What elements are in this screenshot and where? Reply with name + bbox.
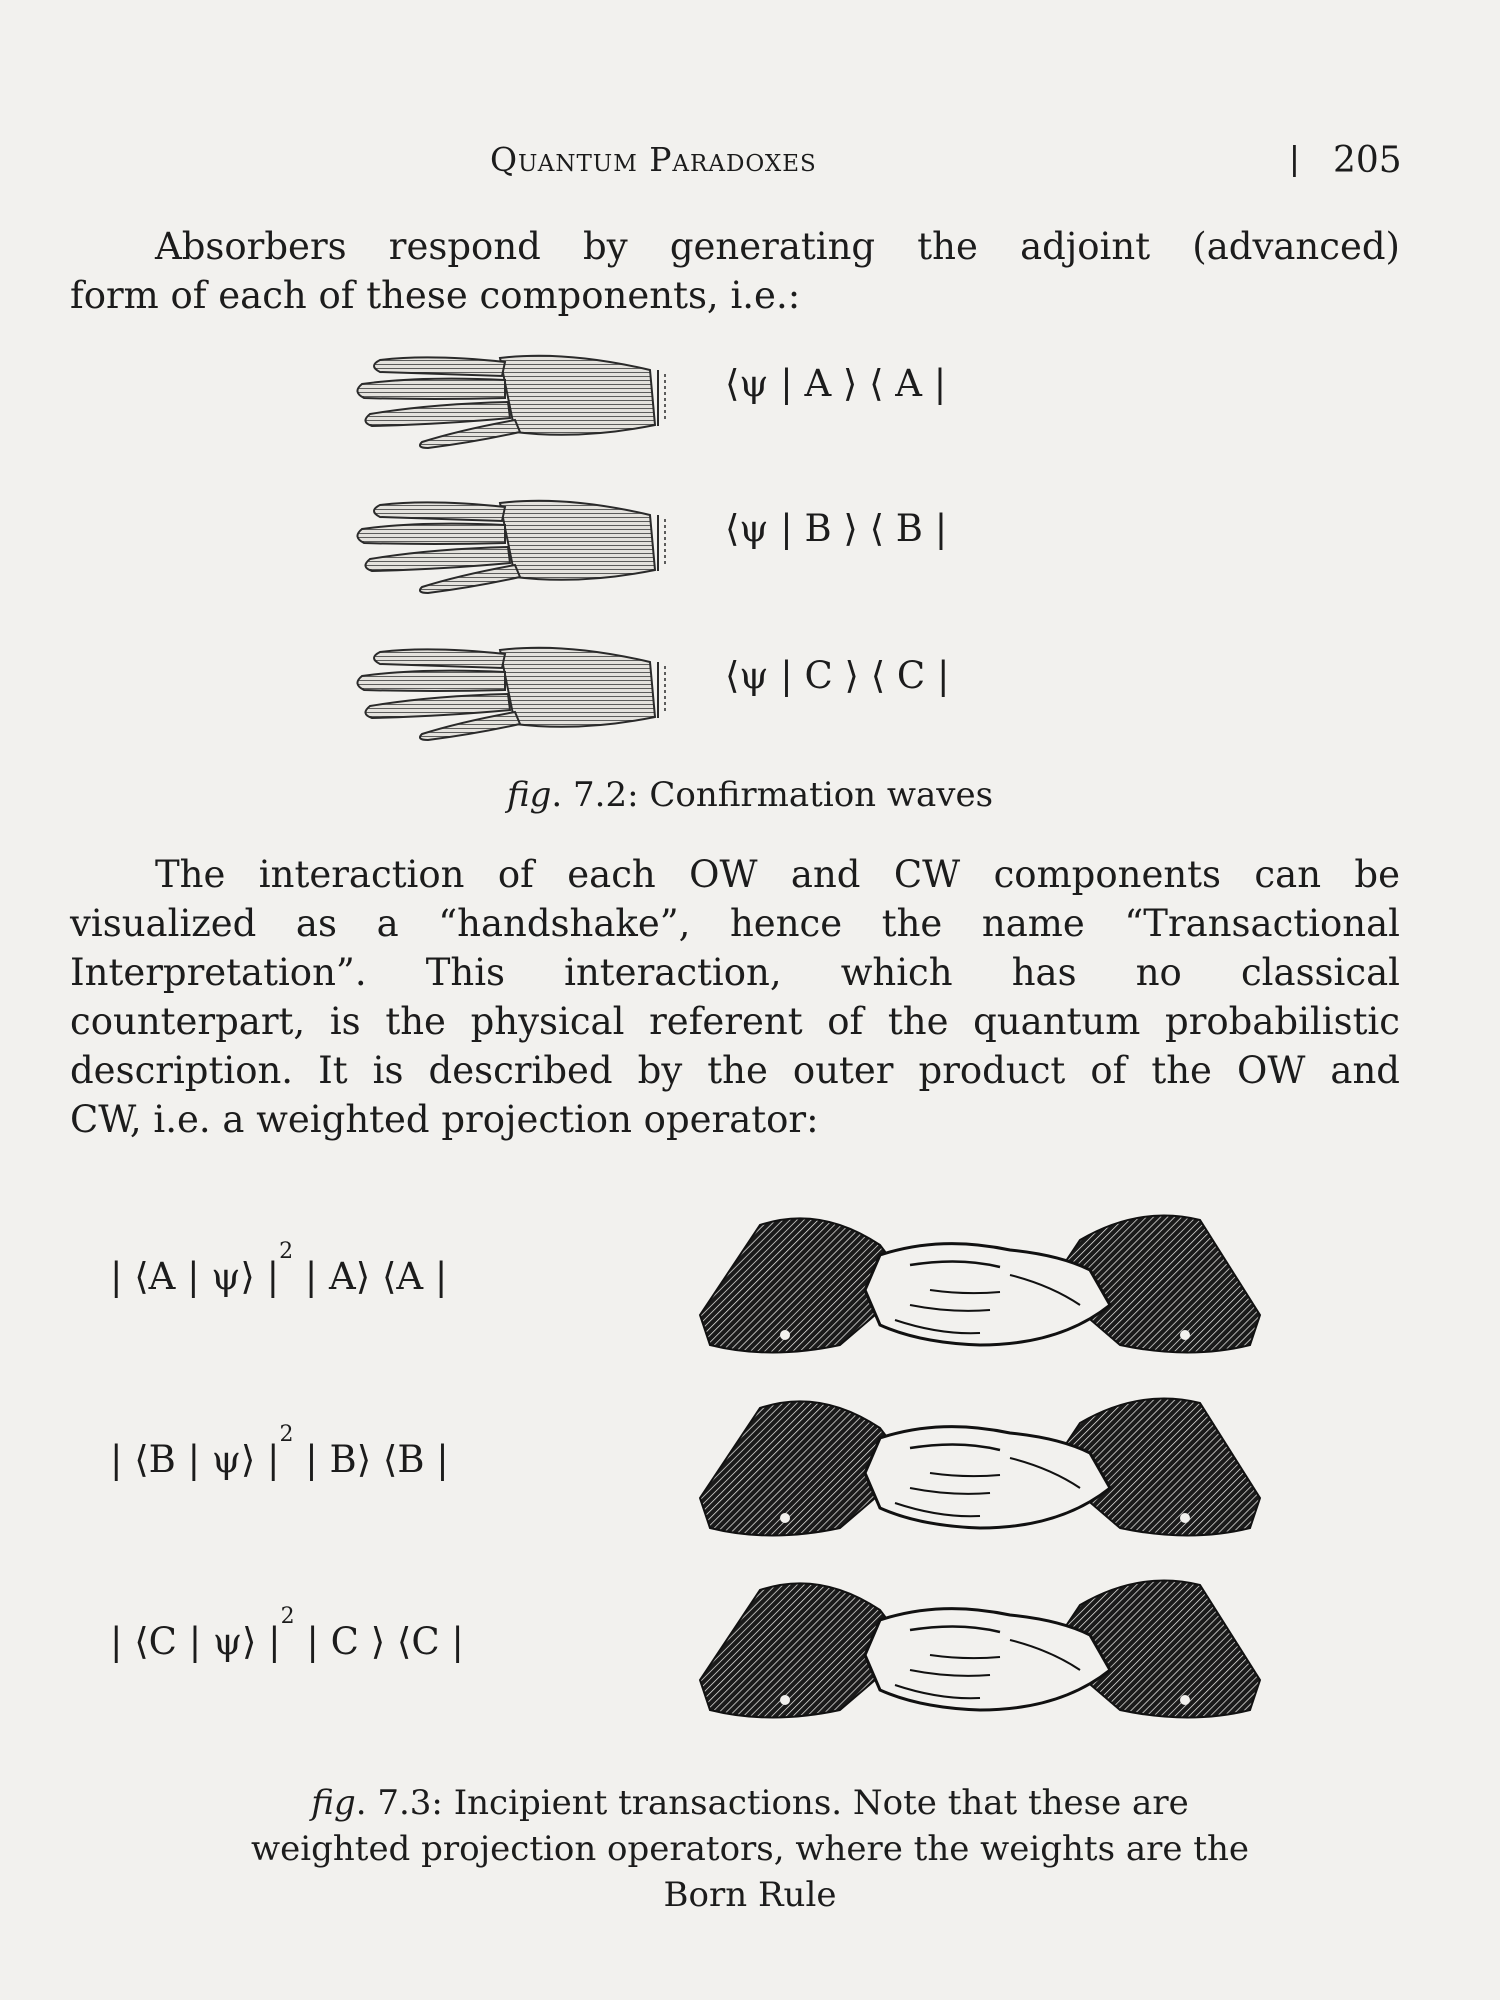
formula-exponent: 2: [279, 1238, 294, 1264]
formula-exponent: 2: [279, 1421, 294, 1447]
page-number: 205: [1333, 140, 1402, 181]
formula-amplitude: | ⟨A | ψ⟩ |: [110, 1255, 280, 1298]
caption-text: . 7.2: Confirmation waves: [551, 775, 994, 815]
open-hand-icon: [350, 632, 680, 742]
paragraph-line: visualized as a “handshake”, hence the name “Transactional: [70, 902, 1400, 945]
bra-ket-expression: ⟨ψ | A ⟩ ⟨ A |: [725, 362, 947, 405]
paragraph-absorbers: [70, 222, 1400, 320]
open-hand-icon: [350, 340, 680, 450]
handshake-icon: [680, 1560, 1280, 1730]
confirmation-wave-row: [350, 340, 1050, 450]
running-title: Quantum Paradoxes: [490, 140, 817, 179]
handshake-icon: [680, 1195, 1280, 1365]
paragraph-line: Interpretation”. This interaction, which has no classical: [70, 951, 1400, 994]
formula-exponent: 2: [280, 1603, 295, 1629]
paragraph-line: Absorbers respond by generating the adjoint (advanced): [155, 225, 1400, 268]
transaction-row: [100, 1560, 1300, 1730]
figure-caption-7-2: [0, 772, 1500, 818]
confirmation-wave-row: [350, 485, 1050, 595]
caption-line: weighted projection operators, where the weights are the: [251, 1829, 1249, 1869]
formula-projector: | B⟩ ⟨B |: [305, 1438, 449, 1481]
paragraph-line: counterpart, is the physical referent of the quantum probabilistic: [70, 1000, 1400, 1043]
formula-projector: | C ⟩ ⟨C |: [306, 1620, 464, 1663]
paragraph-handshake: [70, 850, 1400, 1144]
caption-line: [0, 1780, 1500, 1826]
formula-projector: | A⟩ ⟨A |: [304, 1255, 448, 1298]
page-separator: |: [1290, 140, 1299, 178]
caption-label: fig: [311, 1783, 356, 1823]
paragraph-line: CW, i.e. a weighted projection operator:: [70, 1098, 819, 1141]
handshake-icon: [680, 1378, 1280, 1548]
caption-text: . 7.3: Incipient transactions. Note that these are: [355, 1783, 1189, 1823]
open-hand-icon: [350, 485, 680, 595]
confirmation-wave-row: [350, 632, 1050, 742]
paragraph-line: The interaction of each OW and CW components can be: [155, 853, 1400, 896]
paragraph-line: description. It is described by the outer product of the OW and: [70, 1049, 1400, 1092]
bra-ket-expression: ⟨ψ | B ⟩ ⟨ B |: [725, 507, 948, 550]
projection-formula: [110, 1421, 449, 1481]
transaction-row: [100, 1378, 1300, 1548]
transaction-row: [100, 1195, 1300, 1365]
projection-formula: [110, 1238, 448, 1298]
paragraph-line: form of each of these components, i.e.:: [70, 274, 801, 317]
formula-amplitude: | ⟨C | ψ⟩ |: [110, 1620, 281, 1663]
caption-label: fig: [506, 775, 552, 815]
caption-line: Born Rule: [663, 1875, 837, 1915]
formula-amplitude: | ⟨B | ψ⟩ |: [110, 1438, 280, 1481]
running-head: [0, 140, 1500, 190]
figure-caption-7-3: [0, 1780, 1500, 1918]
bra-ket-expression: ⟨ψ | C ⟩ ⟨ C |: [725, 654, 950, 697]
projection-formula: [110, 1603, 464, 1663]
